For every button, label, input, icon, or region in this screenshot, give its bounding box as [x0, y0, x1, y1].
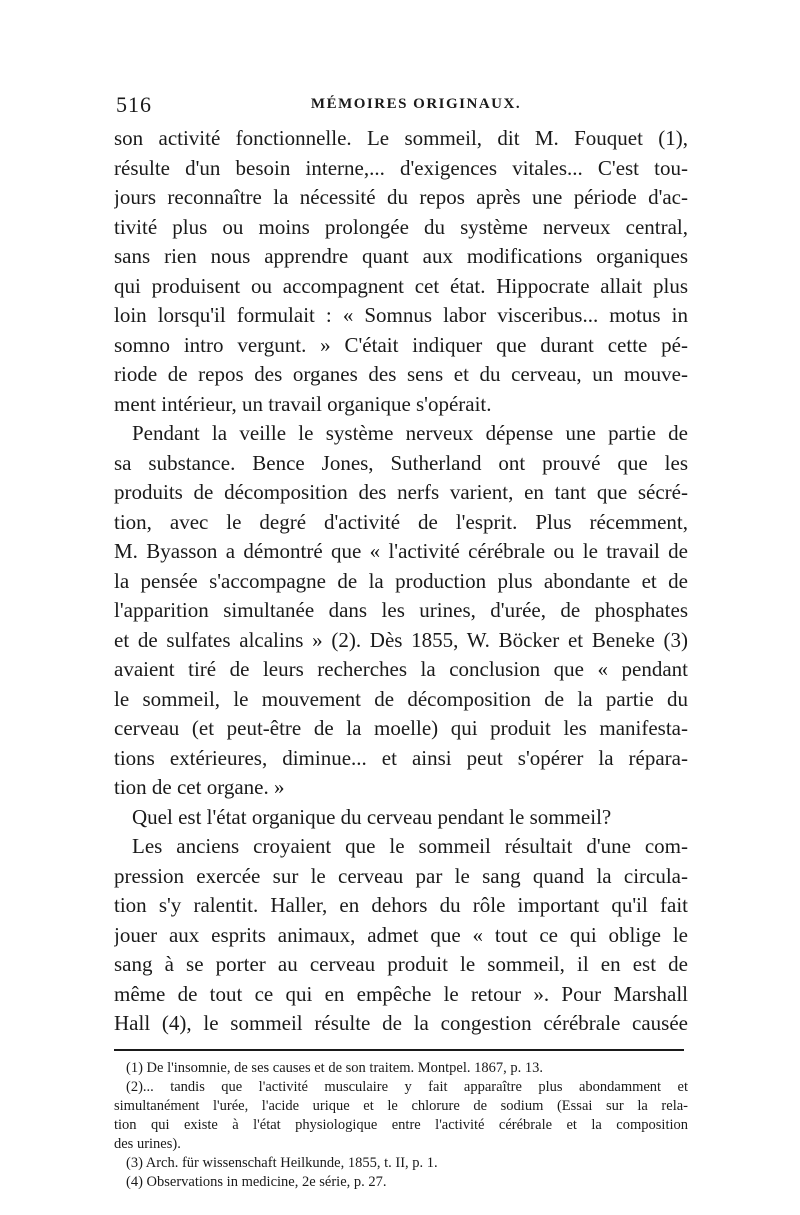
body-line: tions extérieures, diminue... et ainsi peut s'opérer la répara- — [114, 745, 688, 770]
body-line: Quel est l'état organique du cerveau pendant le sommeil? — [132, 804, 612, 829]
body-line: résulte d'un besoin interne,... d'exigences vitales... C'est tou- — [114, 155, 688, 180]
body-line: tion de cet organe. » — [114, 775, 285, 799]
body-line: la pensée s'accompagne de la production plus abondante et de — [114, 568, 688, 593]
body-line: cerveau (et peut-être de la moelle) qui produit les manifesta- — [114, 716, 688, 740]
footnote-line: (1) De l'insomnie, de ses causes et de son traitem. Montpel. 1867, p. 13. — [126, 1059, 543, 1076]
body-line: avaient tiré de leurs recherches la conclusion que « pendant — [114, 657, 688, 681]
page-number: 516 — [116, 92, 152, 117]
body-line: loin lorsqu'il formulait : « Somnus labor visceribus... motus in — [114, 303, 688, 327]
body-line: tivité plus ou moins prolongée du système nerveux central, — [114, 214, 688, 239]
footnote-line: tion qui existe à l'état physiologique entre l'activité cérébrale et la composition — [114, 1116, 688, 1133]
body-line: M. Byasson a démontré que « l'activité cérébrale ou le travail de — [114, 539, 688, 563]
body-line: produits de décomposition des nerfs varient, en tant que sécré- — [114, 480, 688, 504]
body-line: même de tout ce qui en empêche le retour ». Pour Marshall — [114, 981, 688, 1006]
body-line: Hall (4), le sommeil résulte de la congestion cérébrale causée — [114, 1011, 688, 1035]
body-line: sans rien nous apprendre quant aux modifications organiques — [114, 244, 688, 268]
body-line: tion, avec le degré d'activité de l'esprit. Plus récemment, — [114, 509, 688, 534]
body-line: pression exercée sur le cerveau par le sang quand la circula- — [114, 863, 688, 888]
footnote-line: simultanément l'urée, l'acide urique et le chlorure de sodium (Essai sur la rela- — [114, 1097, 688, 1114]
footnote-line: (2)... tandis que l'activité musculaire y fait apparaître plus abondamment et — [126, 1078, 688, 1095]
page-header — [114, 92, 688, 122]
body-line: riode de repos des organes des sens et du cerveau, un mouve- — [114, 362, 688, 386]
body-line: sa substance. Bence Jones, Sutherland ont prouvé que les — [114, 450, 688, 475]
book-page — [114, 92, 688, 1192]
footnote-line: (4) Observations in medicine, 2e série, p. 27. — [126, 1173, 387, 1190]
footnote-line: des urines). — [114, 1135, 181, 1152]
running-head: MÉMOIRES ORIGINAUX. — [310, 96, 522, 112]
body-line: jours reconnaître la nécessité du repos après une période d'ac- — [114, 185, 688, 209]
body-line: Les anciens croyaient que le sommeil résultait d'une com- — [132, 834, 688, 858]
body-line: son activité fonctionnelle. Le sommeil, dit M. Fouquet (1), — [114, 126, 688, 150]
body-line: sang à se porter au cerveau produit le sommeil, il en est de — [114, 952, 688, 976]
body-line: et de sulfates alcalins » (2). Dès 1855, W. Böcker et Beneke (3) — [114, 627, 688, 652]
body-line: Pendant la veille le système nerveux dépense une partie de — [132, 421, 688, 445]
footnote-rule — [114, 1049, 684, 1051]
body-text — [114, 124, 688, 1039]
body-line: jouer aux esprits animaux, admet que « tout ce qui oblige le — [114, 922, 688, 947]
body-line: somno intro vergunt. » C'était indiquer que durant cette pé- — [114, 332, 688, 357]
footnote-line: (3) Arch. für wissenschaft Heilkunde, 1855, t. II, p. 1. — [126, 1154, 438, 1171]
body-line: l'apparition simultanée dans les urines, d'urée, de phosphates — [114, 598, 688, 622]
body-line: ment intérieur, un travail organique s'opérait. — [114, 391, 492, 416]
body-line: tion s'y ralentit. Haller, en dehors du rôle important qu'il fait — [114, 893, 688, 917]
body-line: le sommeil, le mouvement de décomposition de la partie du — [114, 686, 688, 711]
body-line: qui produisent ou accompagnent cet état. Hippocrate allait plus — [114, 273, 688, 298]
footnotes — [114, 1059, 688, 1192]
